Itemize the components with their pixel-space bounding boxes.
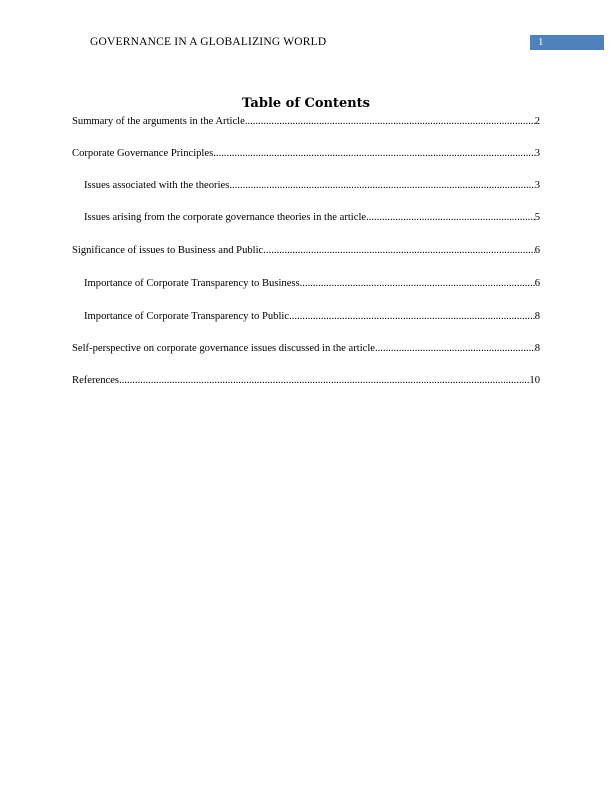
toc-entry[interactable] bbox=[72, 375, 540, 389]
toc-dot-leader bbox=[289, 311, 535, 322]
toc-entry-page: 2 bbox=[534, 116, 540, 127]
toc-entry[interactable] bbox=[72, 116, 540, 130]
toc-entry-page: 5 bbox=[534, 212, 540, 223]
toc-entry-label: References bbox=[72, 375, 120, 386]
toc-dot-leader bbox=[213, 148, 535, 159]
toc-dot-leader bbox=[119, 375, 529, 386]
toc-entry[interactable] bbox=[84, 212, 540, 226]
toc-entry-page: 6 bbox=[534, 245, 540, 256]
page-number-badge: 1 bbox=[530, 35, 604, 50]
toc-entry-label: Corporate Governance Principles bbox=[72, 148, 214, 159]
running-header-title: GOVERNANCE IN A GLOBALIZING WORLD bbox=[90, 36, 327, 48]
toc-entry[interactable] bbox=[84, 311, 540, 325]
toc-entry-page: 3 bbox=[534, 148, 540, 159]
toc-dot-leader bbox=[263, 245, 534, 256]
toc-entry-label: Issues arising from the corporate governance theories in the article bbox=[84, 212, 367, 223]
toc-entry-label: Significance of issues to Business and Public bbox=[72, 245, 264, 256]
toc-entry[interactable] bbox=[84, 180, 540, 194]
toc-dot-leader bbox=[375, 343, 535, 354]
toc-entry-page: 3 bbox=[534, 180, 540, 191]
toc-entry-page: 6 bbox=[534, 278, 540, 289]
toc-entry-page: 8 bbox=[534, 343, 540, 354]
toc-entry[interactable] bbox=[72, 148, 540, 162]
toc-entry-label: Issues associated with the theories bbox=[84, 180, 230, 191]
toc-heading: Table of Contents bbox=[242, 96, 370, 111]
toc-entry[interactable] bbox=[72, 343, 540, 357]
toc-entry-label: Importance of Corporate Transparency to Public bbox=[84, 311, 290, 322]
toc-entry-page: 8 bbox=[534, 311, 540, 322]
toc-entry-page: 10 bbox=[529, 375, 540, 386]
toc-dot-leader bbox=[300, 278, 535, 289]
toc-entry-label: Importance of Corporate Transparency to Business bbox=[84, 278, 300, 289]
toc-dot-leader bbox=[366, 212, 535, 223]
toc-entry[interactable] bbox=[84, 278, 540, 292]
toc-entry[interactable] bbox=[72, 245, 540, 259]
toc-dot-leader bbox=[229, 180, 534, 191]
toc-entry-label: Summary of the arguments in the Article bbox=[72, 116, 245, 127]
toc-dot-leader bbox=[245, 116, 535, 127]
toc-entry-label: Self-perspective on corporate governance issues discussed in the article bbox=[72, 343, 375, 354]
